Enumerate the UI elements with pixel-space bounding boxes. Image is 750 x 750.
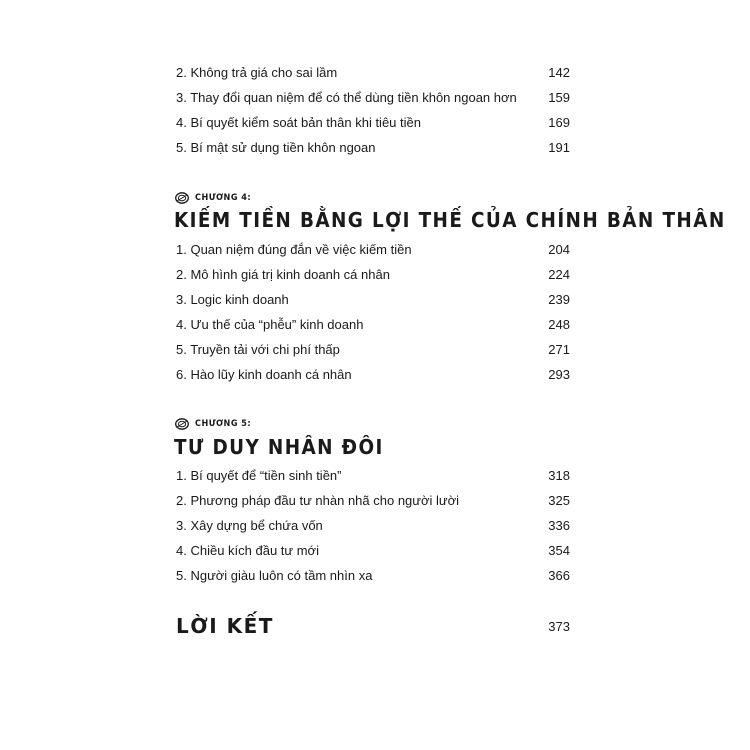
toc-entry [176, 87, 570, 109]
entry-title: 2. Mô hình giá trị kinh doanh cá nhân [176, 267, 390, 282]
entry-title: 2. Phương pháp đầu tư nhàn nhã cho người lười [176, 493, 460, 508]
toc-entry [176, 465, 570, 487]
entry-title: 5. Bí mật sử dụng tiền khôn ngoan [176, 140, 376, 155]
entry-title: 3. Logic kinh doanh [176, 292, 289, 307]
coin-icon [175, 191, 189, 205]
toc-entry [176, 264, 570, 286]
chapter-5-label-text: CHƯƠNG 5: [195, 419, 252, 429]
entry-page-number: 239 [548, 292, 570, 307]
toc-entry [176, 314, 570, 336]
coin-icon [175, 417, 189, 431]
entry-page-number: 224 [548, 267, 570, 282]
chapter-4-label-text: CHƯƠNG 4: [195, 193, 252, 203]
entry-page-number: 354 [548, 543, 570, 558]
entry-page-number: 191 [548, 140, 570, 155]
epilogue-title: LỜI KẾT [176, 614, 274, 638]
entry-title: 5. Người giàu luôn có tầm nhìn xa [176, 568, 373, 583]
entry-page-number: 142 [548, 65, 570, 80]
toc-entry [176, 490, 570, 512]
toc-entry [176, 62, 570, 84]
entry-page-number: 336 [548, 518, 570, 533]
entry-title: 4. Bí quyết kiểm soát bản thân khi tiêu tiền [176, 115, 421, 130]
entry-page-number: 325 [548, 493, 570, 508]
entry-title: 3. Xây dựng bể chứa vốn [176, 518, 323, 533]
entry-page-number: 271 [548, 342, 570, 357]
entry-page-number: 204 [548, 242, 570, 257]
toc-entry [176, 112, 570, 134]
entry-title: 4. Chiều kích đầu tư mới [176, 543, 319, 558]
entry-title: 6. Hào lũy kinh doanh cá nhân [176, 367, 352, 382]
entry-page-number: 366 [548, 568, 570, 583]
entry-page-number: 169 [548, 115, 570, 130]
entry-title: 1. Bí quyết để “tiền sinh tiền” [176, 468, 342, 483]
toc-entry [176, 540, 570, 562]
entry-title: 3. Thay đổi quan niệm để có thể dùng tiền khôn ngoan hơn [176, 90, 517, 105]
entry-title: 2. Không trả giá cho sai lầm [176, 65, 338, 80]
entry-page-number: 293 [548, 367, 570, 382]
chapter-4-label [175, 190, 251, 206]
chapter-5-title: TƯ DUY NHÂN ĐÔI [174, 435, 384, 459]
toc-entry [176, 339, 570, 361]
chapter-5-label [175, 416, 251, 432]
toc-entry [176, 515, 570, 537]
epilogue-entry [176, 612, 570, 640]
entry-title: 1. Quan niệm đúng đắn về việc kiếm tiền [176, 242, 412, 257]
entry-title: 4. Ưu thế của “phễu” kinh doanh [176, 317, 364, 332]
entry-title: 5. Truyền tải với chi phí thấp [176, 342, 340, 357]
toc-entry [176, 137, 570, 159]
entry-page-number: 373 [548, 618, 570, 634]
entry-page-number: 318 [548, 468, 570, 483]
entry-page-number: 248 [548, 317, 570, 332]
toc-entry [176, 364, 570, 386]
chapter-4-title: KIẾM TIỀN BẰNG LỢI THẾ CỦA CHÍNH BẢN THÂN [174, 208, 726, 232]
toc-entry [176, 289, 570, 311]
entry-page-number: 159 [548, 90, 570, 105]
toc-entry [176, 565, 570, 587]
toc-entry [176, 239, 570, 261]
